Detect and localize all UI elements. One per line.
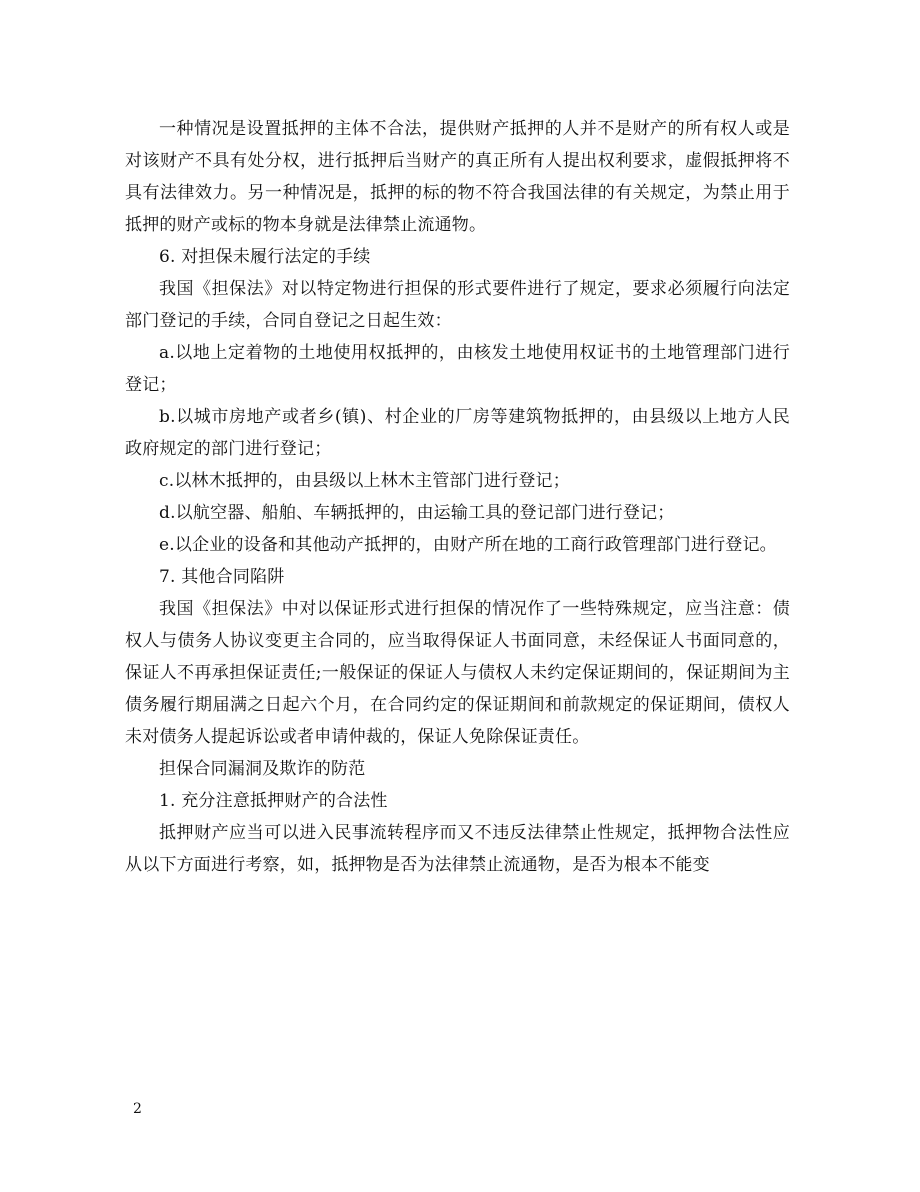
document-body [125, 113, 790, 881]
list-item-d: d.以航空器、船舶、车辆抵押的，由运输工具的登记部门进行登记； [159, 503, 675, 523]
paragraph-invalid-mortgage: 一种情况是设置抵押的主体不合法，提供财产抵押的人并不是财产的所有权人或是对该财产不具有处分权，进行抵押后当财产的真正所有人提出权利要求，虚假抵押将不具有法律效力。另一种情况是，抵押的标的物不符合我国法律的有关规定，为禁止用于抵押的财产或标的物本身就是法律禁止流通物。 [125, 119, 790, 235]
paragraph-guarantee-rules: 我国《担保法》中对以保证形式进行担保的情况作了一些特殊规定，应当注意：债权人与债务人协议变更主合同的，应当取得保证人书面同意，未经保证人书面同意的，保证人不再承担保证责任;一般保证的保证人与债权人未约定保证期间的，保证期间为主债务履行期届满之日起六个月，在合同约定的保证期间和前款规定的保证期间，债权人未对债务人提起诉讼或者申请仲裁的，保证人免除保证责任。 [125, 599, 790, 747]
heading-registration-procedure: 6. 对担保未履行法定的手续 [159, 247, 371, 267]
page-number: 2 [133, 1101, 142, 1117]
paragraph-legality-detail: 抵押财产应当可以进入民事流转程序而又不违反法律禁止性规定，抵押物合法性应从以下方面进行考察，如，抵押物是否为法律禁止流通物，是否为根本不能变 [125, 823, 790, 875]
heading-prevention: 担保合同漏洞及欺诈的防范 [159, 759, 366, 779]
list-item-a: a.以地上定着物的土地使用权抵押的，由核发土地使用权证书的土地管理部门进行登记； [125, 343, 790, 395]
list-item-e: e.以企业的设备和其他动产抵押的，由财产所在地的工商行政管理部门进行登记。 [159, 535, 777, 555]
paragraph-registration-intro: 我国《担保法》对以特定物进行担保的形式要件进行了规定，要求必须履行向法定部门登记的手续，合同自登记之日起生效： [125, 279, 790, 331]
list-item-b: b.以城市房地产或者乡(镇)、村企业的厂房等建筑物抵押的，由县级以上地方人民政府规定的部门进行登记； [125, 407, 790, 459]
heading-other-traps: 7. 其他合同陷阱 [159, 567, 285, 587]
list-item-c: c.以林木抵押的，由县级以上林木主管部门进行登记； [159, 471, 570, 491]
heading-legality: 1. 充分注意抵押财产的合法性 [159, 791, 388, 811]
